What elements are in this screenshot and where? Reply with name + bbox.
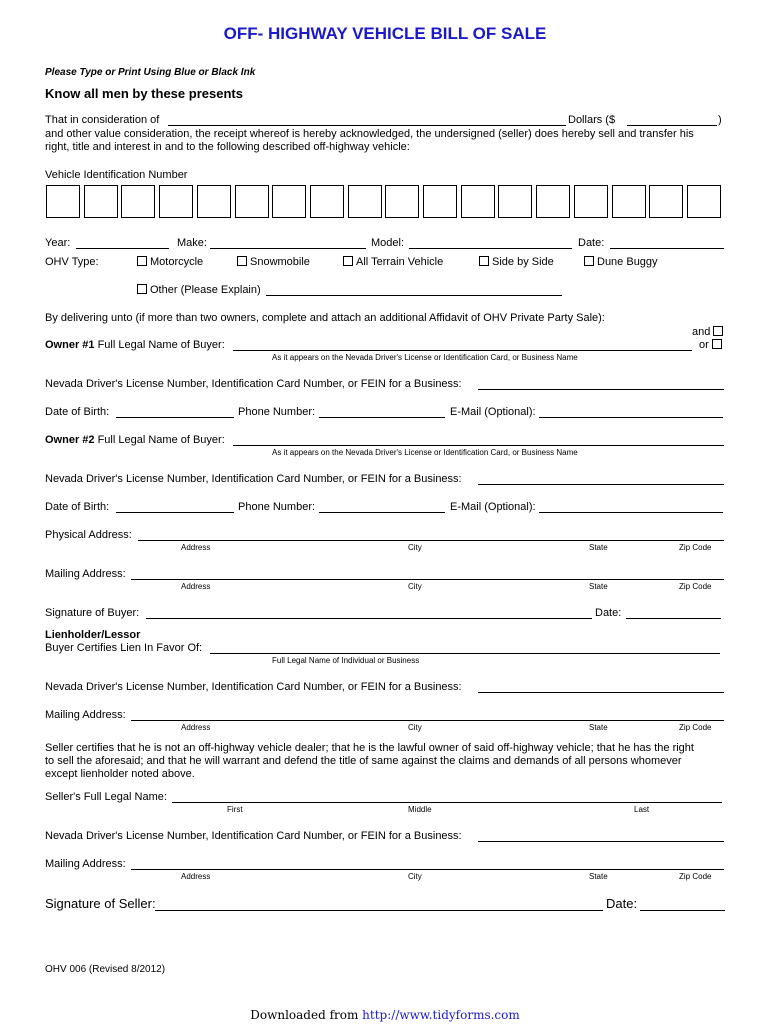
buyer-mailing-address-sub: Address xyxy=(181,582,211,591)
owner2-dob-field[interactable] xyxy=(116,512,234,513)
vin-char-box[interactable] xyxy=(423,185,457,218)
owner2-email-field[interactable] xyxy=(539,512,723,513)
lienholder-state-sub: State xyxy=(589,723,608,732)
seller-license-label: Nevada Driver's License Number, Identification Card Number, or FEIN for a Business: xyxy=(45,830,462,842)
dollars-label: Dollars ($ xyxy=(568,114,616,126)
owner1-dob-field[interactable] xyxy=(116,417,234,418)
lienholder-name-hint: Full Legal Name of Individual or Business xyxy=(272,656,420,665)
owner1-email-field[interactable] xyxy=(539,417,723,418)
buyer-signature-field[interactable] xyxy=(146,618,592,619)
owner1-email-label: E-Mail (Optional): xyxy=(450,406,536,418)
owner2-email-label: E-Mail (Optional): xyxy=(450,501,536,513)
owner1-name-field[interactable] xyxy=(233,350,692,351)
owner1-license-field[interactable] xyxy=(478,389,724,390)
seller-zip-sub: Zip Code xyxy=(679,872,712,881)
owner1-phone-label: Phone Number: xyxy=(238,406,316,418)
seller-mailing-address-field[interactable] xyxy=(131,869,724,870)
download-footer: Downloaded from http://www.tidyforms.com xyxy=(250,1008,520,1022)
lienholder-zip-sub: Zip Code xyxy=(679,723,712,732)
seller-mailing-address-label: Mailing Address: xyxy=(45,858,126,870)
checkbox-icon xyxy=(343,256,353,266)
delivering-text: By delivering unto (if more than two owners, complete and attach an additional Affidavit of OHV Private Party Sale): xyxy=(45,312,605,324)
checkbox-icon xyxy=(713,326,723,336)
or-option[interactable]: or xyxy=(699,339,725,351)
vin-char-box[interactable] xyxy=(272,185,306,218)
owner2-license-field[interactable] xyxy=(478,484,724,485)
lienholder-name-field[interactable] xyxy=(210,653,720,654)
form-number: OHV 006 (Revised 8/2012) xyxy=(45,964,166,975)
owner2-license-label: Nevada Driver's License Number, Identification Card Number, or FEIN for a Business: xyxy=(45,473,462,485)
vehicle-date-label: Date: xyxy=(578,237,605,249)
owner2-phone-field[interactable] xyxy=(319,512,445,513)
owner2-name-hint: As it appears on the Nevada Driver's License or Identification Card, or Business Name xyxy=(272,448,578,457)
checkbox-icon xyxy=(137,284,147,294)
owner1-license-label: Nevada Driver's License Number, Identification Card Number, or FEIN for a Business: xyxy=(45,378,462,390)
owner1-phone-field[interactable] xyxy=(319,417,445,418)
vin-char-box[interactable] xyxy=(84,185,118,218)
owner1-name-hint: As it appears on the Nevada Driver's License or Identification Card, or Business Name xyxy=(272,353,578,362)
know-all-heading: Know all men by these presents xyxy=(45,86,243,101)
lienholder-heading: Lienholder/Lessor xyxy=(45,629,141,641)
lienholder-mailing-address-label: Mailing Address: xyxy=(45,709,126,721)
ohv-option-snowmobile[interactable]: Snowmobile xyxy=(237,256,310,268)
seller-signature-date-field[interactable] xyxy=(640,910,725,911)
vin-char-box[interactable] xyxy=(159,185,193,218)
buyer-mailing-state-sub: State xyxy=(589,582,608,591)
physical-address-label: Physical Address: xyxy=(45,529,132,541)
consideration-text-line2: and other value consideration, the receipt whereof is hereby acknowledged, the undersigned (seller) does hereby sell and transfer his xyxy=(45,128,694,140)
seller-cert-line2: to sell the aforesaid; and that he will warrant and defend the title of same against the claims and demands of all persons whomever xyxy=(45,755,682,767)
vin-char-box[interactable] xyxy=(121,185,155,218)
ohv-option-dune-buggy[interactable]: Dune Buggy xyxy=(584,256,658,268)
owner2-dob-label: Date of Birth: xyxy=(45,501,110,513)
vin-char-box[interactable] xyxy=(461,185,495,218)
seller-state-sub: State xyxy=(589,872,608,881)
vin-char-box[interactable] xyxy=(649,185,683,218)
vin-char-box[interactable] xyxy=(536,185,570,218)
consideration-amount-field[interactable] xyxy=(168,125,566,126)
buyer-signature-date-field[interactable] xyxy=(626,618,721,619)
physical-city-sub: City xyxy=(408,543,422,552)
lienholder-certifies-label: Buyer Certifies Lien In Favor Of: xyxy=(45,642,203,654)
make-label: Make: xyxy=(177,237,207,249)
seller-last-sub: Last xyxy=(634,805,650,814)
seller-signature-label: Signature of Seller: xyxy=(45,896,156,911)
seller-cert-line3: except lienholder noted above. xyxy=(45,768,195,780)
lienholder-city-sub: City xyxy=(408,723,422,732)
and-option[interactable]: and xyxy=(692,326,726,338)
seller-name-label: Seller's Full Legal Name: xyxy=(45,791,167,803)
make-field[interactable] xyxy=(210,248,366,249)
lienholder-address-sub: Address xyxy=(181,723,211,732)
physical-address-field[interactable] xyxy=(138,540,724,541)
form-title: OFF- HIGHWAY VEHICLE BILL OF SALE xyxy=(223,24,547,43)
physical-state-sub: State xyxy=(589,543,608,552)
year-label: Year: xyxy=(45,237,71,249)
footer-link[interactable]: http://www.tidyforms.com xyxy=(362,1008,520,1022)
vin-char-box[interactable] xyxy=(197,185,231,218)
owner1-label: Owner #1 Full Legal Name of Buyer: xyxy=(45,339,225,351)
owner2-name-field[interactable] xyxy=(233,445,724,446)
consideration-text-line3: right, title and interest in and to the following described off-highway vehicle: xyxy=(45,141,410,153)
checkbox-icon xyxy=(479,256,489,266)
checkbox-icon xyxy=(584,256,594,266)
vin-char-box[interactable] xyxy=(498,185,532,218)
vin-char-box[interactable] xyxy=(385,185,419,218)
dollars-amount-field[interactable] xyxy=(627,125,717,126)
seller-signature-field[interactable] xyxy=(155,910,603,911)
vin-label: Vehicle Identification Number xyxy=(45,169,188,181)
ohv-option-side-by-side[interactable]: Side by Side xyxy=(479,256,554,268)
vin-char-box[interactable] xyxy=(310,185,344,218)
lienholder-mailing-address-field[interactable] xyxy=(131,720,724,721)
buyer-mailing-address-label: Mailing Address: xyxy=(45,568,126,580)
ink-instruction: Please Type or Print Using Blue or Black Ink xyxy=(45,67,256,78)
seller-middle-sub: Middle xyxy=(408,805,432,814)
lienholder-license-label: Nevada Driver's License Number, Identification Card Number, or FEIN for a Business: xyxy=(45,681,462,693)
lienholder-license-field[interactable] xyxy=(478,692,724,693)
buyer-mailing-address-field[interactable] xyxy=(131,579,724,580)
checkbox-icon xyxy=(237,256,247,266)
seller-first-sub: First xyxy=(227,805,243,814)
vin-char-box[interactable] xyxy=(46,185,80,218)
owner2-label: Owner #2 Full Legal Name of Buyer: xyxy=(45,434,225,446)
year-field[interactable] xyxy=(76,248,169,249)
vin-char-box[interactable] xyxy=(612,185,646,218)
vin-char-box[interactable] xyxy=(687,185,721,218)
ohv-type-label: OHV Type: xyxy=(45,256,99,268)
checkbox-icon xyxy=(137,256,147,266)
owner2-phone-label: Phone Number: xyxy=(238,501,316,513)
consideration-label: That in consideration of xyxy=(45,114,160,126)
vin-char-box[interactable] xyxy=(348,185,382,218)
seller-name-field[interactable] xyxy=(172,802,722,803)
seller-license-field[interactable] xyxy=(478,841,724,842)
ohv-option-other[interactable]: Other (Please Explain) xyxy=(137,284,261,296)
buyer-mailing-city-sub: City xyxy=(408,582,422,591)
owner1-dob-label: Date of Birth: xyxy=(45,406,110,418)
model-field[interactable] xyxy=(409,248,572,249)
buyer-signature-label: Signature of Buyer: xyxy=(45,607,140,619)
seller-city-sub: City xyxy=(408,872,422,881)
seller-signature-date-label: Date: xyxy=(606,896,638,911)
vin-char-box[interactable] xyxy=(235,185,269,218)
physical-zip-sub: Zip Code xyxy=(679,543,712,552)
ohv-option-motorcycle[interactable]: Motorcycle xyxy=(137,256,203,268)
physical-address-sub: Address xyxy=(181,543,211,552)
vin-char-box[interactable] xyxy=(574,185,608,218)
model-label: Model: xyxy=(371,237,405,249)
dollars-close-paren: ) xyxy=(718,114,722,126)
ohv-other-explain-field[interactable] xyxy=(266,295,562,296)
buyer-mailing-zip-sub: Zip Code xyxy=(679,582,712,591)
checkbox-icon xyxy=(712,339,722,349)
vehicle-date-field[interactable] xyxy=(610,248,724,249)
seller-cert-line1: Seller certifies that he is not an off-highway vehicle dealer; that he is the lawful owner of said off-highway vehicle; that he has the right xyxy=(45,742,694,754)
ohv-option-all-terrain[interactable]: All Terrain Vehicle xyxy=(343,256,443,268)
buyer-signature-date-label: Date: xyxy=(595,607,622,619)
seller-address-sub: Address xyxy=(181,872,211,881)
